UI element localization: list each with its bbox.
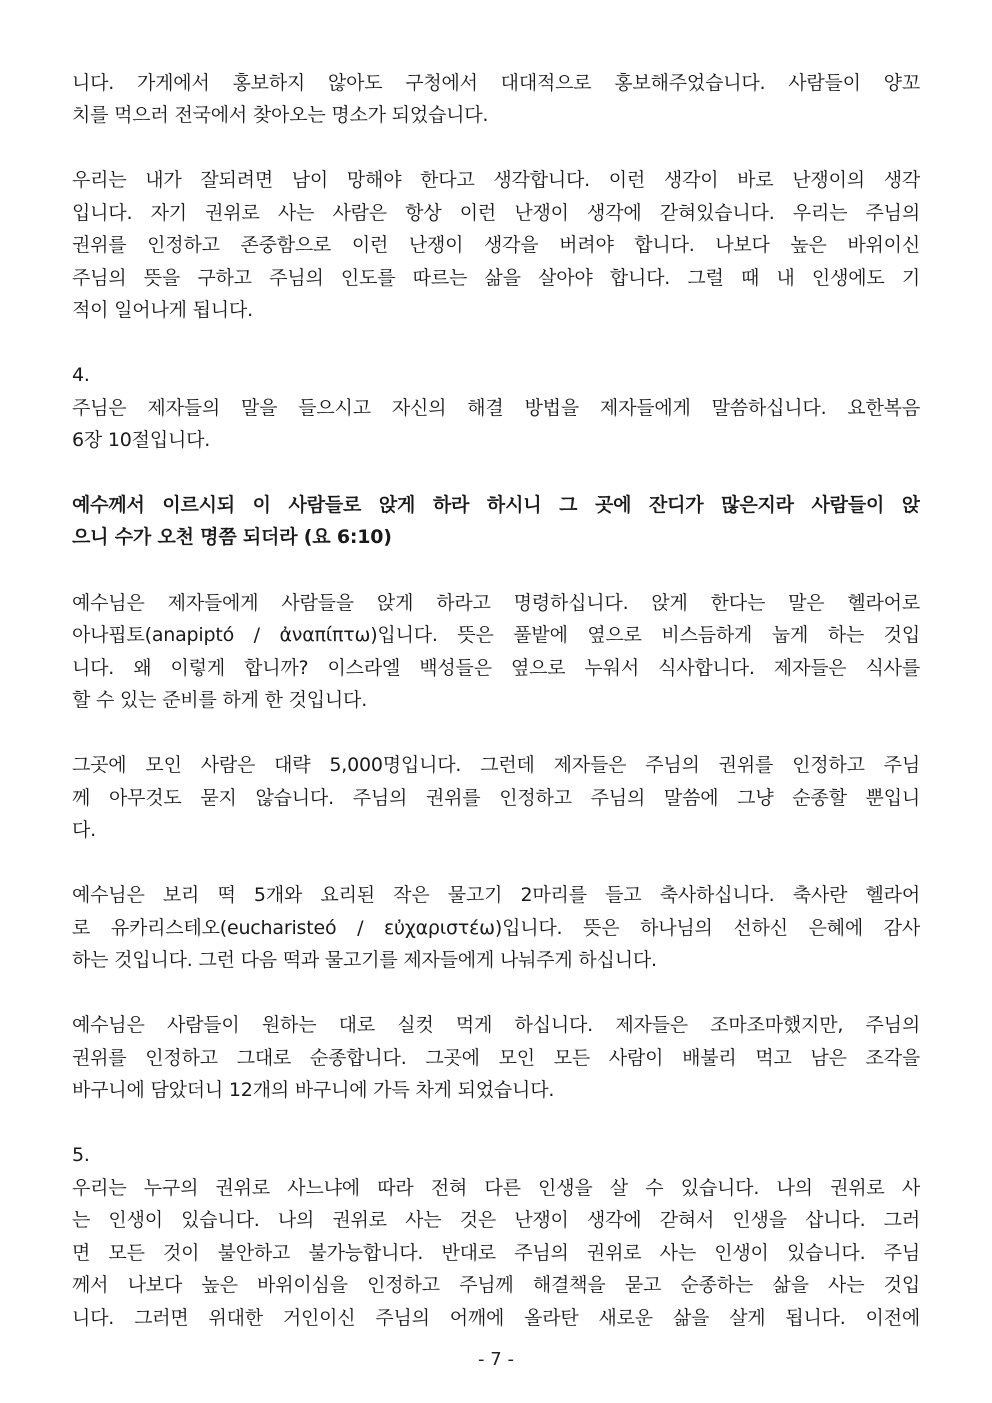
paragraph-line: 께서 나보다 높은 바위이심을 인정하고 주님께 해결책을 묻고 순종하는 삶을 사는 것입 <box>72 1274 920 1296</box>
paragraph-line: 할 수 있는 준비를 하게 한 것입니다. <box>72 689 368 711</box>
paragraph-line: 바구니에 담았더니 12개의 바구니에 가득 차게 되었습니다. <box>72 1079 555 1101</box>
paragraph-line: 예수님은 보리 떡 5개와 요리된 작은 물고기 2마리를 들고 축사하십니다. 축사란 헬라어 <box>72 884 920 906</box>
scripture-quote-line: 예수께서 이르시되 이 사람들로 앉게 하라 하시니 그 곳에 잔디가 많은지라 사람들이 앉 <box>72 494 920 516</box>
paragraph-line: 적이 일어나게 됩니다. <box>72 299 253 321</box>
paragraph-line: 6장 10절입니다. <box>72 429 211 451</box>
paragraph-line: 니다. 왜 이렇게 합니까? 이스라엘 백성들은 옆으로 누워서 식사합니다. 제자들은 식사를 <box>72 657 920 679</box>
paragraph-line: 니다. 그러면 위대한 거인이신 주님의 어깨에 올라탄 새로운 삶을 살게 됩니다. 이전에 <box>72 1307 920 1329</box>
paragraph-line: 하는 것입니다. 그런 다음 떡과 물고기를 제자들에게 나눠주게 하십니다. <box>72 949 657 971</box>
paragraph-line: 우리는 내가 잘되려면 남이 망해야 한다고 생각합니다. 이런 생각이 바로 난쟁이의 생각 <box>72 169 920 191</box>
paragraph-line: 예수님은 제자들에게 사람들을 앉게 하라고 명령하십니다. 앉게 한다는 말은 헬라어로 <box>72 592 920 614</box>
paragraph-line: 면 모든 것이 불안하고 불가능합니다. 반대로 주님의 권위로 사는 인생이 있습니다. 주님 <box>72 1242 920 1264</box>
paragraph-line: 주님은 제자들의 말을 들으시고 자신의 해결 방법을 제자들에게 말씀하십니다. 요한복음 <box>72 397 920 419</box>
paragraph-line: 주님의 뜻을 구하고 주님의 인도를 따르는 삶을 살아야 합니다. 그럴 때 내 인생에도 기 <box>72 267 920 289</box>
paragraph-line: 니다. 가게에서 홍보하지 않아도 구청에서 대대적으로 홍보해주었습니다. 사람들이 양꼬 <box>72 72 920 94</box>
paragraph-line: 권위를 인정하고 존중함으로 이런 난쟁이 생각을 버려야 합니다. 나보다 높은 바위이신 <box>72 234 920 256</box>
section-number: 5. <box>72 1144 90 1166</box>
page-number: - 7 - <box>478 1349 514 1370</box>
paragraph-line: 우리는 누구의 권위로 사느냐에 따라 전혀 다른 인생을 살 수 있습니다. 나의 권위로 사 <box>72 1177 920 1199</box>
paragraph-line: 권위를 인정하고 그대로 순종합니다. 그곳에 모인 모든 사람이 배불리 먹고 남은 조각을 <box>72 1047 920 1069</box>
scripture-quote-line: 으니 수가 오천 명쯤 되더라 (요 6:10) <box>72 526 392 548</box>
section-number: 4. <box>72 364 90 386</box>
paragraph-line: 치를 먹으러 전국에서 찾아오는 명소가 되었습니다. <box>72 104 489 126</box>
paragraph-line: 다. <box>72 819 96 841</box>
paragraph-line: 로 유카리스테오(eucharisteó / εὐχαριστέω)입니다. 뜻은 하나님의 선하신 은혜에 감사 <box>72 917 920 939</box>
paragraph-line: 아나핍토(anapiptó / ἀναπίπτω)입니다. 뜻은 풀밭에 옆으로 비스듬하게 눕게 하는 것입 <box>72 624 920 646</box>
paragraph-line: 그곳에 모인 사람은 대략 5,000명입니다. 그런데 제자들은 주님의 권위를 인정하고 주님 <box>72 754 920 776</box>
paragraph-line: 예수님은 사람들이 원하는 대로 실컷 먹게 하십니다. 제자들은 조마조마했지만, 주님의 <box>72 1014 920 1036</box>
paragraph-line: 는 인생이 있습니다. 나의 권위로 사는 것은 난쟁이 생각에 갇혀서 인생을 삽니다. 그러 <box>72 1209 920 1231</box>
paragraph-line: 입니다. 자기 권위로 사는 사람은 항상 이런 난쟁이 생각에 갇혀있습니다. 우리는 주님의 <box>72 202 920 224</box>
paragraph-line: 께 아무것도 묻지 않습니다. 주님의 권위를 인정하고 주님의 말씀에 그냥 순종할 뿐입니 <box>72 787 920 809</box>
